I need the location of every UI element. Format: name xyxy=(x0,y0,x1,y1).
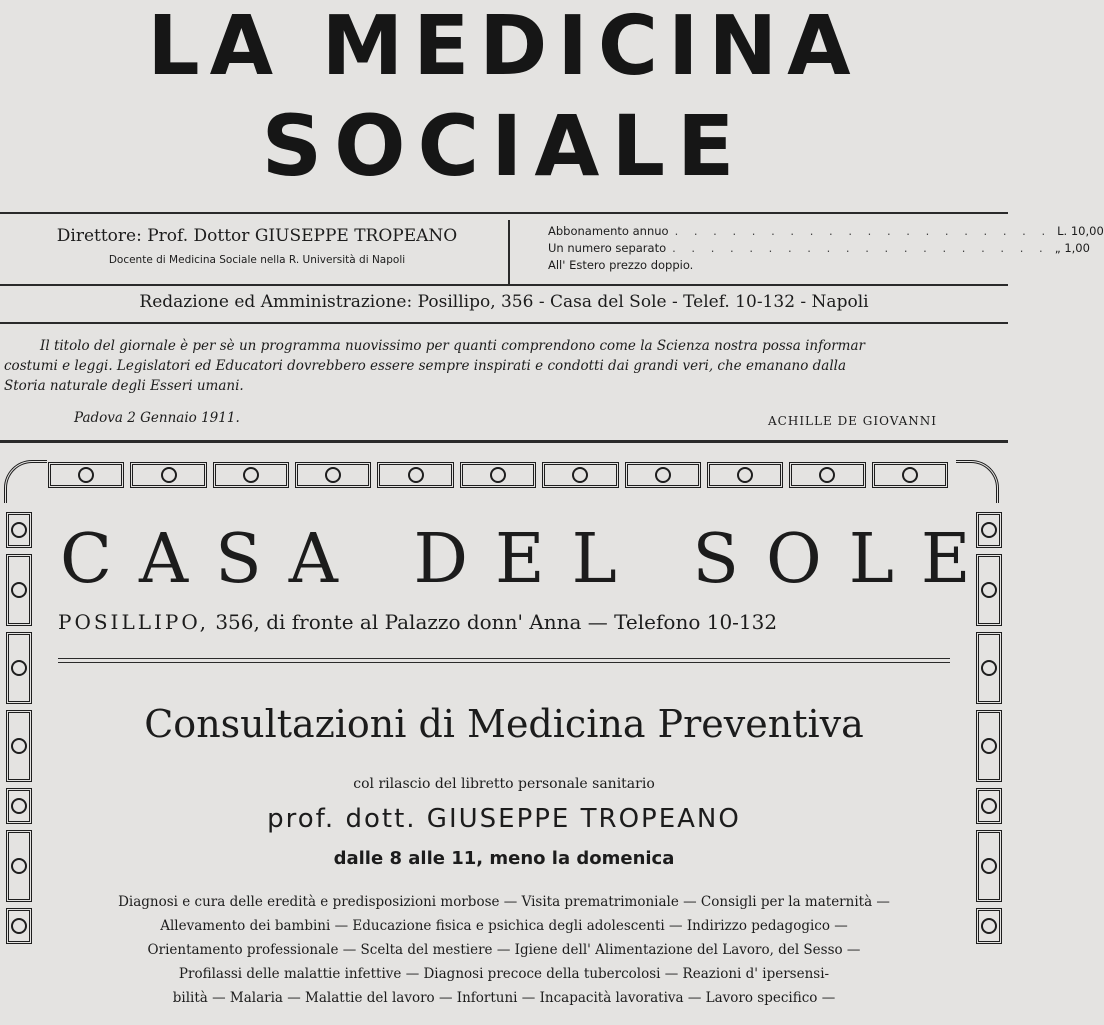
quote-line: costumi e leggi. Legislatori ed Educatori dovrebbero essere sempre inspirati e condotti dai grandi veri, che emanano dalla xyxy=(4,358,847,374)
ornament-icon xyxy=(408,467,424,483)
ad-address-details: 356, di fronte al Palazzo donn' Anna — Telefono 10-132 xyxy=(215,610,778,634)
ornament-icon xyxy=(981,918,997,934)
ornament-icon xyxy=(819,467,835,483)
ornamental-frame-left xyxy=(6,512,32,1025)
ornament-icon xyxy=(11,660,27,676)
ad-title: CASA DEL SOLE xyxy=(60,520,998,599)
ad-address xyxy=(58,610,777,634)
ad-subheading: col rilascio del libretto personale sanitario xyxy=(353,776,655,792)
divider xyxy=(0,440,1008,443)
ornament-icon xyxy=(490,467,506,483)
subscription-label: Un numero separato xyxy=(548,241,667,255)
ornament-icon xyxy=(902,467,918,483)
service-line: Orientamento professionale — Scelta del mestiere — Igiene dell' Alimentazione del Lavoro, del Sesso — xyxy=(147,942,861,958)
quote-line: Il titolo del giornale è per sè un programma nuovissimo per quanti comprendono come la Scienza nostra possa informar xyxy=(40,338,865,354)
ornament-icon xyxy=(655,467,671,483)
masthead xyxy=(0,0,1008,210)
ornament-icon xyxy=(981,660,997,676)
ornament-icon xyxy=(78,467,94,483)
director-subtitle: Docente di Medicina Sociale nella R. Università di Napoli xyxy=(108,254,406,266)
divider xyxy=(0,322,1008,324)
divider xyxy=(0,212,1008,214)
vertical-divider xyxy=(508,220,510,284)
ad-services-list xyxy=(44,890,964,1010)
ad-address-street: POSILLIPO, xyxy=(58,610,209,634)
subscription-label: Abbonamento annuo xyxy=(548,224,669,238)
ad-hours: dalle 8 alle 11, meno la domenica xyxy=(333,848,675,869)
service-line: bilità — Malaria — Malattie del lavoro — Infortuni — Incapacità lavorativa — Lavoro specifico — xyxy=(172,990,836,1006)
director-name: Direttore: Prof. Dottor GIUSEPPE TROPEANO xyxy=(56,226,458,246)
quote-line: Storia naturale degli Esseri umani. xyxy=(4,378,244,394)
ornament-icon xyxy=(572,467,588,483)
quote-place-date: Padova 2 Gennaio 1911. xyxy=(74,410,240,426)
subscription-row xyxy=(548,241,1090,258)
divider xyxy=(0,284,1008,286)
info-row xyxy=(0,216,1104,282)
masthead-title-line1: LA MEDICINA xyxy=(147,0,861,94)
ornament-icon xyxy=(161,467,177,483)
subscription-prices xyxy=(548,224,1104,275)
leader-dots: . . . . . . . . . . . . . . . . . . . . xyxy=(674,224,1052,238)
ornament-icon xyxy=(11,582,27,598)
ornamental-frame-top xyxy=(48,462,948,488)
ornament-icon xyxy=(11,918,27,934)
ad-heading: Consultazioni di Medicina Preventiva xyxy=(144,702,864,746)
director-block xyxy=(12,226,502,266)
epigraph-quote xyxy=(4,336,1002,396)
service-line: Allevamento dei bambini — Educazione fisica e psichica degli adolescenti — Indirizzo pedagogico — xyxy=(160,918,848,934)
subscription-price: „ 1,00 xyxy=(1054,241,1090,255)
ad-doctor-name: prof. dott. GIUSEPPE TROPEANO xyxy=(267,804,741,834)
quote-author: ACHILLE DE GIOVANNI xyxy=(768,414,937,428)
ornament-icon xyxy=(325,467,341,483)
advertisement xyxy=(0,452,1008,1025)
subscription-label: All' Estero prezzo doppio. xyxy=(548,258,694,272)
subscription-row xyxy=(548,258,984,275)
subscription-price: L. 10,00 xyxy=(1057,224,1104,238)
ornament-icon xyxy=(11,522,27,538)
ornament-icon xyxy=(243,467,259,483)
service-line: Profilassi delle malattie infettive — Diagnosi precoce della tubercolosi — Reazioni d' ipersensi- xyxy=(178,966,830,982)
frame-corner xyxy=(956,460,999,503)
subscription-row xyxy=(548,224,1104,241)
frame-corner xyxy=(4,460,47,503)
masthead-title-line2: SOCIALE xyxy=(261,97,747,195)
redazione-line: Redazione ed Amministrazione: Posillipo, 356 - Casa del Sole - Telef. 10-132 - Napoli xyxy=(139,292,869,312)
ornament-icon xyxy=(737,467,753,483)
leader-dots: . . . . . . . . . . . . . . . . . . . . xyxy=(672,241,1049,255)
double-rule xyxy=(58,658,950,663)
service-line: Diagnosi e cura delle eredità e predisposizioni morbose — Visita prematrimoniale — Consigli per la maternità — xyxy=(118,894,890,910)
